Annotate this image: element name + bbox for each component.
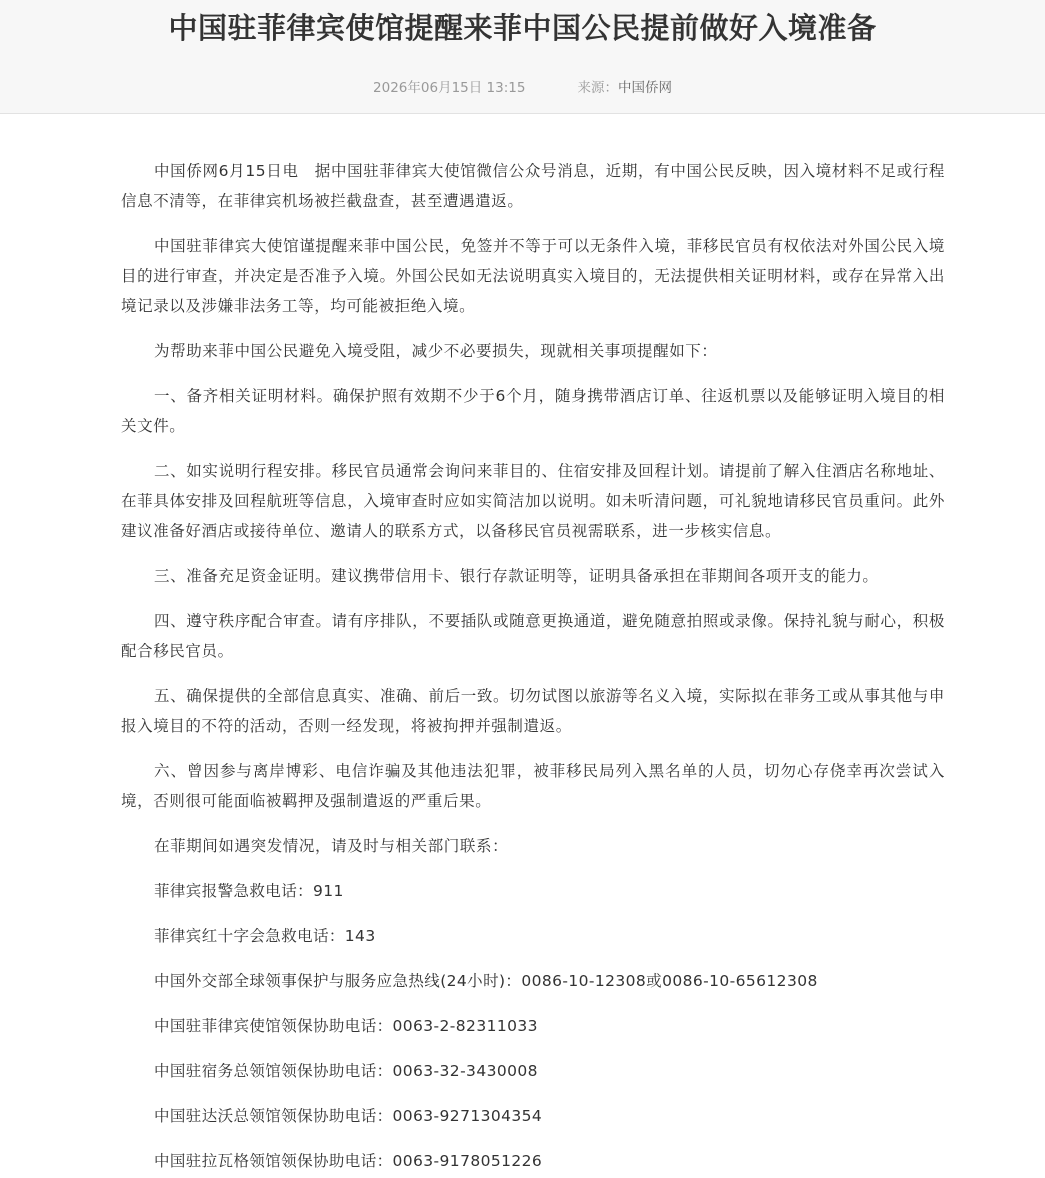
contact-line: 菲律宾红十字会急救电话：143 (154, 927, 376, 945)
source-label: 来源： (577, 80, 618, 96)
contact-line: 菲律宾报警急救电话：911 (154, 882, 344, 900)
paragraph-item-1: 一、备齐相关证明材料。确保护照有效期不少于6个月，随身携带酒店订单、往返机票以及能够证明入境目的相关文件。 (121, 387, 945, 435)
paragraph-item-5: 五、确保提供的全部信息真实、准确、前后一致。切勿试图以旅游等名义入境，实际拟在菲务工或从事其他与申报入境目的不符的活动，否则一经发现，将被拘押并强制遣返。 (121, 687, 945, 735)
source-link[interactable]: 中国侨网 (617, 80, 672, 96)
paragraph-intro: 中国侨网6月15日电 据中国驻菲律宾大使馆微信公众号消息，近期，有中国公民反映，因入境材料不足或行程信息不清等，在菲律宾机场被拦截盘查，甚至遭遇遣返。 (121, 162, 945, 210)
paragraph-purpose: 为帮助来菲中国公民避免入境受阻，减少不必要损失，现就相关事项提醒如下： (154, 342, 718, 360)
paragraph-item-6: 六、曾因参与离岸博彩、电信诈骗及其他违法犯罪，被菲移民局列入黑名单的人员，切勿心存侥幸再次尝试入境，否则很可能面临被羁押及强制遣返的严重后果。 (121, 762, 945, 810)
article-title: 中国驻菲律宾使馆提醒来菲中国公民提前做好入境准备 (168, 11, 877, 45)
contact-line: 中国驻拉瓦格领馆领保协助电话：0063-9178051226 (154, 1152, 543, 1170)
paragraph-emergency-intro: 在菲期间如遇突发情况，请及时与相关部门联系： (154, 837, 509, 855)
paragraph-item-2: 二、如实说明行程安排。移民官员通常会询问来菲目的、住宿安排及回程计划。请提前了解入住酒店名称地址、在菲具体安排及回程航班等信息，入境审查时应如实简洁加以说明。如未听清问题，可礼貌地请移民官员重问。此外建议准备好酒店或接待单位、邀请人的联系方式，以备移民官员视需联系，进一步核实信息。 (121, 462, 945, 540)
paragraph-item-4: 四、遵守秩序配合审查。请有序排队，不要插队或随意更换通道，避免随意拍照或录像。保持礼貌与耐心，积极配合移民官员。 (121, 612, 945, 660)
contact-line: 中国外交部全球领事保护与服务应急热线(24小时)：0086-10-12308或0086-10-65612308 (154, 972, 818, 990)
publish-datetime: 2026年06月15日 13:15 (373, 80, 526, 96)
contact-line: 中国驻达沃总领馆领保协助电话：0063-9271304354 (154, 1107, 543, 1125)
article-meta (0, 79, 1045, 97)
paragraph-reminder: 中国驻菲律宾大使馆谨提醒来菲中国公民，免签并不等于可以无条件入境，菲移民官员有权依法对外国公民入境目的进行审查，并决定是否准予入境。外国公民如无法说明真实入境目的，无法提供相关证明材料，或存在异常入出境记录以及涉嫌非法务工等，均可能被拒绝入境。 (121, 237, 945, 315)
article-body (121, 156, 945, 1178)
contact-line: 中国驻菲律宾使馆领保协助电话：0063-2-82311033 (154, 1017, 538, 1035)
article-header (0, 0, 1045, 114)
contact-line: 中国驻宿务总领馆领保协助电话：0063-32-3430008 (154, 1062, 538, 1080)
paragraph-item-3: 三、准备充足资金证明。建议携带信用卡、银行存款证明等，证明具备承担在菲期间各项开支的能力。 (154, 567, 879, 585)
